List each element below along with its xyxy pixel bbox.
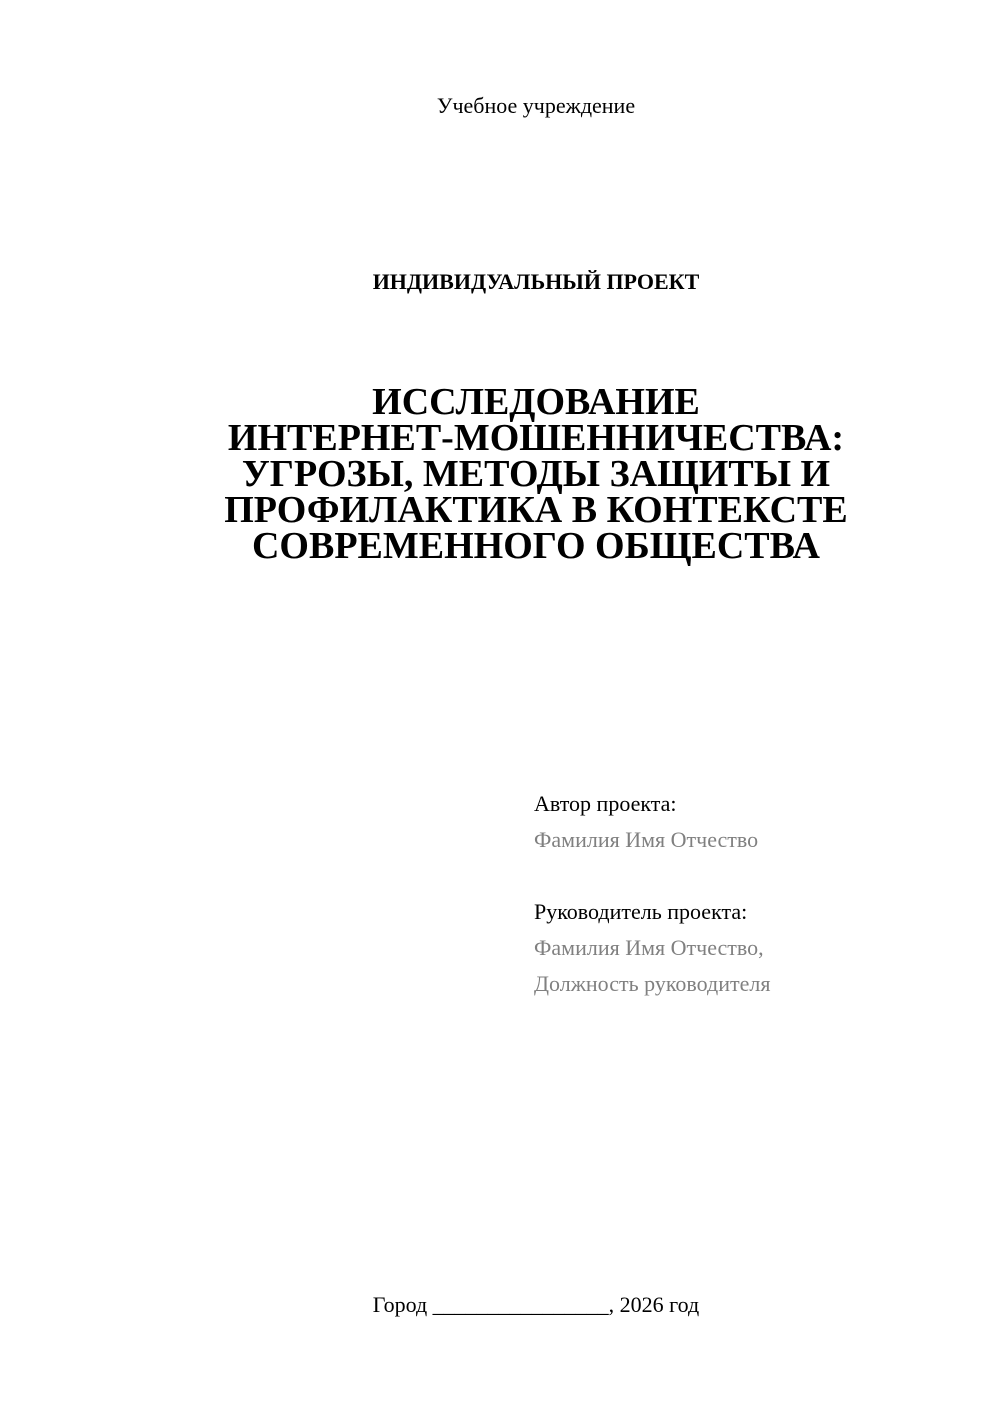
author-name: Фамилия Имя Отчество	[534, 827, 759, 852]
project-type-heading: ИНДИВИДУАЛЬНЫЙ ПРОЕКТ	[372, 269, 700, 294]
project-title-line: УГРОЗЫ, МЕТОДЫ ЗАЩИТЫ И	[241, 453, 831, 495]
supervisor-block	[534, 894, 770, 1002]
project-title-line: СОВРЕМЕННОГО ОБЩЕСТВА	[251, 525, 820, 567]
supervisor-position: Должность руководителя	[534, 971, 771, 996]
project-title-line: ПРОФИЛАКТИКА В КОНТЕКСТЕ	[224, 489, 848, 531]
author-label: Автор проекта:	[534, 791, 677, 816]
author-block	[534, 786, 758, 858]
city-year-line: Город ________________, 2026 год	[372, 1292, 700, 1317]
project-title-line: ИССЛЕДОВАНИЕ	[372, 381, 700, 423]
project-title-line: ИНТЕРНЕТ-МОШЕННИЧЕСТВА:	[227, 417, 845, 459]
institution-name: Учебное учреждение	[436, 93, 636, 118]
supervisor-name: Фамилия Имя Отчество,	[534, 935, 764, 960]
supervisor-label: Руководитель проекта:	[534, 899, 748, 924]
project-title	[0, 381, 1000, 567]
